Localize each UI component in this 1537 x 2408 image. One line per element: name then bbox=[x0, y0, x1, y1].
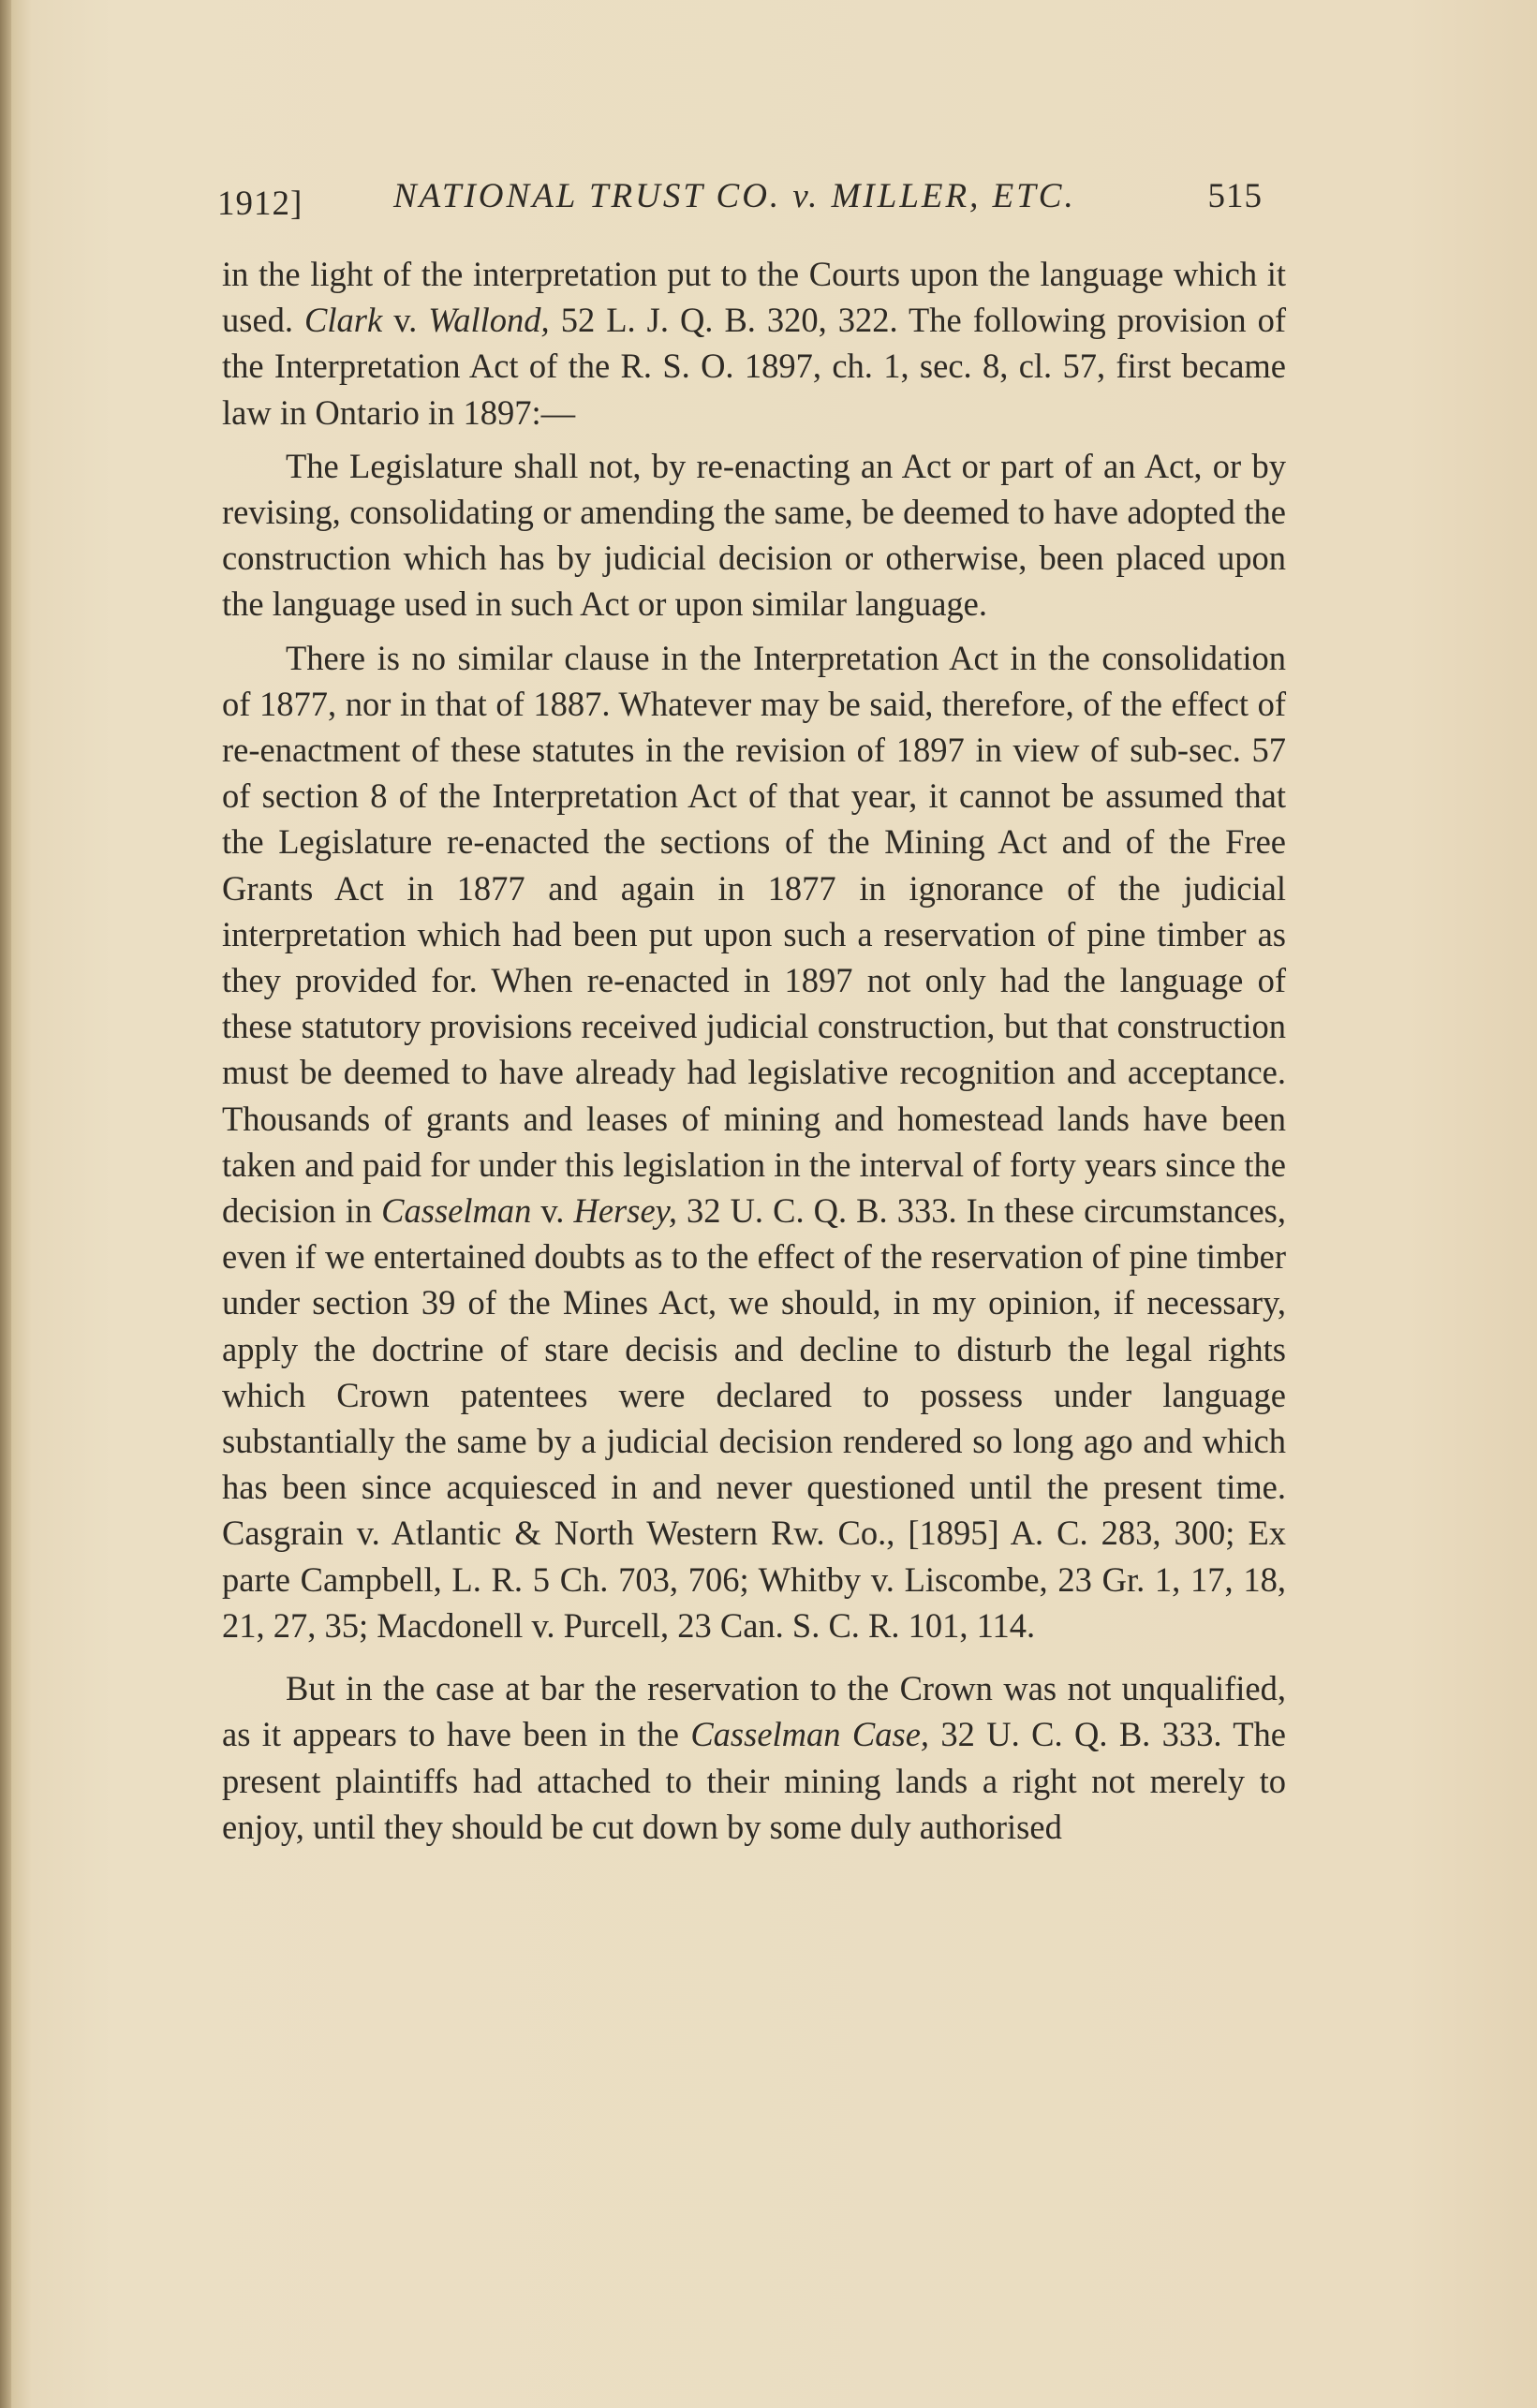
case-name: Casselman bbox=[381, 1191, 532, 1231]
running-title: NATIONAL TRUST CO. v. MILLER, ETC. bbox=[393, 177, 1076, 215]
text-segment: But in the case at bar the reservation to the Crown was not unqualified, as it appears to have been in the bbox=[222, 1669, 1286, 1754]
text-segment: in the light of the interpretation put to the Courts upon the language which it used. bbox=[222, 255, 1286, 340]
text-segment: 32 U. C. Q. B. 333. The present plaintiffs had attached to their mining lands a right not merely to enjoy, until they should be cut down by some duly authorised bbox=[222, 1715, 1286, 1846]
page-body bbox=[222, 251, 1286, 1850]
case-name: Casselman Case, bbox=[690, 1715, 930, 1754]
page-header bbox=[217, 176, 1263, 232]
case-name: Hersey, bbox=[573, 1191, 677, 1231]
paragraph bbox=[222, 635, 1286, 1648]
text-segment: The Legislature shall not, by re-enacting an Act or part of an Act, or by revising, consolidating or amending the same, be deemed to have adopted the construction which has by judicial decision or otherwise, been placed upon the language used in such Act or upon similar language. bbox=[222, 446, 1286, 624]
page-binding-edge bbox=[0, 0, 11, 2408]
text-segment: 52 L. J. Q. B. 320, 322. The following provision of the Interpretation Act of the R. S. O. 1897, ch. 1, sec. 8, cl. 57, first became law in Ontario in 1897:— bbox=[222, 301, 1286, 432]
paragraph-continuation bbox=[222, 251, 1286, 436]
case-name: Wallond, bbox=[428, 301, 550, 340]
paragraph bbox=[222, 1665, 1286, 1850]
text-segment: There is no similar clause in the Interpretation Act in the consolidation of 1877, nor in that of 1887. Whatever may be said, therefore, of the effect of re-enactment of these statutes in the revision of 1897 in view of sub-sec. 57 of section 8 of the Interpretation Act of that year, it cannot be assumed that the Legislature re-enacted the sections of the Mining Act and of the Free Grants Act in 1877 and again in 1877 in ignorance of the judicial interpretation which had been put upon such a reservation of pine timber as they provided for. When re-enacted in 1897 not only had the language of these statutory provisions received judicial construction, but that construction must be deemed to have already had legislative recognition and acceptance. Thousands of grants and leases of mining and homestead lands have been taken and paid for under this legislation in the interval of forty years since the decision in bbox=[222, 638, 1286, 1231]
header-year: 1912] bbox=[217, 185, 303, 223]
text-segment: 32 U. C. Q. B. 333. In these circumstances, even if we entertained doubts as to the effect of the reservation of pine timber under section 39 of the Mines Act, we should, in my opinion, if necessary, apply the doctrine of stare decisis and decline to disturb the legal rights which Crown patentees were declared to possess under language substantially the same by a judicial decision rendered so long ago and which has been since acquiesced in and never questioned until the present time. Casgrain v. Atlantic & North Western Rw. Co., [1895] A. C. 283, 300; Ex parte Campbell, L. R. 5 Ch. 703, 706; Whitby v. Liscombe, 23 Gr. 1, 17, 18, 21, 27, 35; Macdonell v. Purcell, 23 Can. S. C. R. 101, 114. bbox=[222, 1191, 1286, 1645]
text-segment: v. bbox=[382, 301, 429, 340]
case-name: Clark bbox=[304, 301, 383, 340]
text-segment: v. bbox=[531, 1191, 574, 1231]
quoted-statute bbox=[222, 443, 1286, 628]
page-number: 515 bbox=[1207, 177, 1263, 215]
